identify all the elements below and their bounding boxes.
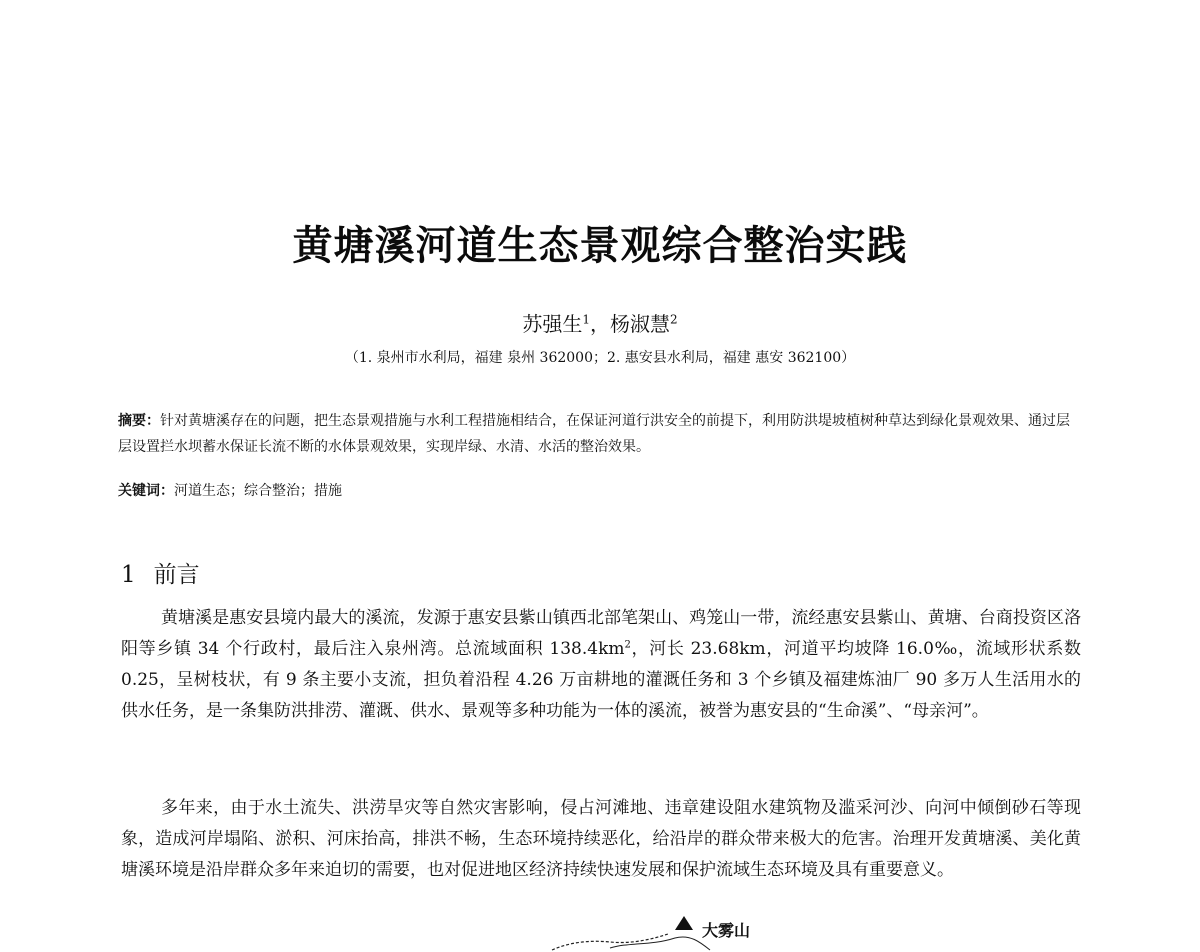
map-river-line [610, 937, 710, 950]
author-separator: ， [590, 312, 610, 336]
paragraph-1-text-a: 黄塘溪是惠安县境内最大的溪流，发源于惠安县紫山镇西北部笔架山、鸡笼山一带，流经惠安县紫山、黄塘、台商投资区洛阳等乡镇 34 个行政村，最后注入泉州湾。总流域面积 138.4km [121, 608, 1081, 659]
keywords-label: 关键词： [118, 483, 174, 499]
body-paragraph-2: 多年来，由于水土流失、洪涝旱灾等自然灾害影响，侵占河滩地、违章建设阻水建筑物及滥采河沙、向河中倾倒砂石等现象，造成河岸塌陷、淤积、河床抬高，排洪不畅，生态环境持续恶化，给沿岸的群众带来极大的危害。治理开发黄塘溪、美化黄塘溪环境是沿岸群众多年来迫切的需要，也对促进地区经济持续快速发展和保护流域生态环境及具有重要意义。 [121, 798, 1081, 880]
body-paragraph-1 [121, 603, 1081, 727]
mountain-peak-icon [675, 916, 693, 930]
section-title: 前言 [153, 562, 200, 588]
keywords [118, 478, 342, 504]
area-unit-superscript: 2 [624, 639, 631, 651]
abstract-label: 摘要： [118, 413, 160, 429]
paragraph-1-text-b: ，河长 23.68km，河道平均坡降 16.0‰，流域形状系数 0.25，呈树枝状，有 9 条主要小支流，担负着沿程 4.26 万亩耕地的灌溉任务和 3 个乡镇及福建炼油厂 90 多万人生活用水的供水任务，是一条集防洪排涝、灌溉、供水、景观等多种功能为一体的溪流，被誉为惠安县的“生命溪”、“母亲河”。 [121, 639, 1082, 721]
author-1: 苏强生 [522, 312, 583, 336]
keywords-text: 河道生态；综合整治；措施 [174, 483, 342, 499]
paper-title: 黄塘溪河道生态景观综合整治实践 [292, 223, 908, 269]
map-label-mountain: 大雾山 [702, 921, 751, 940]
map-figure-fragment [550, 912, 790, 952]
abstract [118, 408, 1082, 460]
author-line [0, 308, 1200, 337]
section-number: 1 [121, 562, 136, 588]
section-heading [121, 556, 200, 589]
abstract-text: 针对黄塘溪存在的问题，把生态景观措施与水利工程措施相结合，在保证河道行洪安全的前提下，利用防洪堤坡植树种草达到绿化景观效果、通过层层设置拦水坝蓄水保证长流不断的水体景观效果，实现岸绿、水清、水活的整治效果。 [118, 413, 1070, 455]
author-2-affil-mark: 2 [670, 312, 678, 327]
author-1-affil-mark: 1 [582, 312, 590, 327]
author-2: 杨淑慧 [610, 312, 670, 336]
affiliation: （1. 泉州市水利局，福建 泉州 362000；2. 惠安县水利局，福建 惠安 362100） [344, 350, 856, 366]
